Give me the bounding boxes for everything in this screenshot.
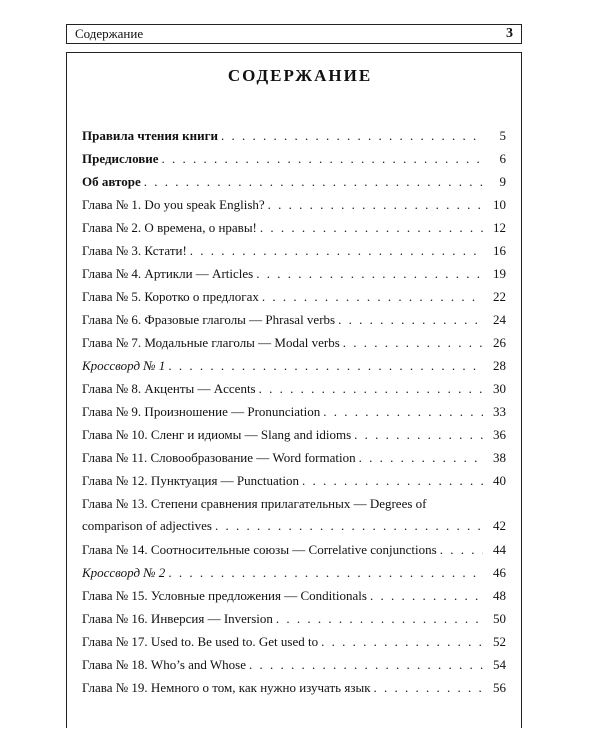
toc-entry-label: Глава № 15. Условные предложения — Conditionals	[82, 588, 367, 603]
toc-entry-label: Кроссворд № 2	[82, 565, 166, 580]
toc-entry-page: 38	[493, 450, 506, 465]
toc-entry[interactable]	[82, 450, 506, 466]
toc-entry-label: Глава № 3. Кстати!	[82, 243, 187, 258]
toc-entry[interactable]	[82, 289, 506, 305]
toc-entry[interactable]	[82, 611, 506, 627]
toc-entry-label: Глава № 18. Who’s and Whose	[82, 657, 247, 672]
toc-entry-label-continued: comparison of adjectives	[82, 518, 212, 533]
dot-leader	[144, 174, 483, 190]
toc-entry-label: Глава № 7. Модальные глаголы — Modal verbs	[82, 335, 340, 350]
running-header	[66, 24, 522, 44]
toc-entry-page: 6	[499, 151, 506, 166]
dot-leader	[221, 128, 483, 144]
header-title: Содержание	[75, 26, 144, 41]
toc-entry[interactable]	[82, 197, 506, 213]
toc-entry-label: Предисловие	[82, 151, 159, 166]
toc-entry[interactable]	[82, 657, 506, 673]
toc-entry-page: 33	[493, 404, 506, 419]
dot-leader	[321, 634, 483, 650]
toc-entry-page: 10	[493, 197, 506, 212]
toc-entry-page: 54	[493, 657, 506, 672]
toc-entry-page: 42	[493, 518, 506, 533]
toc-entry-page: 30	[493, 381, 506, 396]
toc-entry-label: Глава № 6. Фразовые глаголы — Phrasal verbs	[82, 312, 336, 327]
toc-entry-label: Глава № 9. Произношение — Pronunciation	[82, 404, 321, 419]
dot-leader	[354, 427, 483, 443]
dot-leader	[256, 266, 483, 282]
toc-entry-page: 28	[493, 358, 506, 373]
toc-entry[interactable]	[82, 243, 506, 259]
dot-leader	[440, 542, 483, 558]
dot-leader	[370, 588, 483, 604]
dot-leader	[343, 335, 483, 351]
dot-leader	[338, 312, 483, 328]
dot-leader	[276, 611, 483, 627]
dot-leader	[168, 565, 483, 581]
toc-entry[interactable]	[82, 427, 506, 443]
dot-leader	[215, 518, 483, 534]
toc-entry[interactable]	[82, 404, 506, 420]
dot-leader	[260, 220, 483, 236]
toc-entry[interactable]	[82, 473, 506, 489]
dot-leader	[190, 243, 483, 259]
toc-entry-label: Глава № 2. О времена, о нравы!	[82, 220, 257, 235]
dot-leader	[262, 289, 483, 305]
toc-entry-label: Глава № 11. Словообразование — Word formation	[82, 450, 356, 465]
toc-entry-label: Об авторе	[82, 174, 141, 189]
toc-entry-label: Глава № 8. Акценты — Accents	[82, 381, 256, 396]
dot-leader	[259, 381, 483, 397]
toc-entry-page: 19	[493, 266, 506, 281]
toc-entry-page: 56	[493, 680, 506, 695]
toc-entry-label: Глава № 10. Сленг и идиомы — Slang and idioms	[82, 427, 352, 442]
toc-entry-page: 46	[493, 565, 506, 580]
toc-entry[interactable]	[82, 565, 506, 581]
toc-entry[interactable]	[82, 680, 506, 696]
toc-entry-label: Глава № 13. Степени сравнения прилагательных — Degrees of	[82, 496, 427, 511]
toc-entry[interactable]	[82, 358, 506, 374]
toc-entry[interactable]	[82, 588, 506, 604]
dot-leader	[359, 450, 483, 466]
dot-leader	[249, 657, 483, 673]
toc-entry-page: 36	[493, 427, 506, 442]
toc-entry-label: Глава № 14. Соотносительные союзы — Correlative conjunctions	[82, 542, 437, 557]
dot-leader	[268, 197, 483, 213]
toc-entry-label: Правила чтения книги	[82, 128, 219, 143]
toc-entry-page: 44	[493, 542, 506, 557]
toc-entry-page: 24	[493, 312, 506, 327]
toc-entry[interactable]	[82, 381, 506, 397]
toc-entry-label: Глава № 4. Артикли — Articles	[82, 266, 254, 281]
toc-entry-page: 5	[499, 128, 506, 143]
toc-entry-label: Кроссворд № 1	[82, 358, 166, 373]
dot-leader	[162, 151, 483, 167]
toc-entry[interactable]	[82, 634, 506, 650]
toc-entry-label: Глава № 5. Коротко о предлогах	[82, 289, 259, 304]
toc-entry[interactable]	[82, 335, 506, 351]
toc-entry[interactable]	[82, 128, 506, 144]
toc-entry-label: Глава № 1. Do you speak English?	[82, 197, 265, 212]
toc-entry[interactable]	[82, 542, 506, 558]
page-title: СОДЕРЖАНИЕ	[227, 66, 373, 85]
toc-entry[interactable]	[82, 151, 506, 167]
toc-entry-page: 16	[493, 243, 506, 258]
toc-entry-page: 12	[493, 220, 506, 235]
header-page-number: 3	[506, 26, 513, 41]
toc-entry-page: 48	[493, 588, 506, 603]
toc-entry-label: Глава № 17. Used to. Be used to. Get used to	[82, 634, 319, 649]
toc-entry[interactable]	[82, 496, 506, 534]
toc-entry-page: 26	[493, 335, 506, 350]
toc-entry[interactable]	[82, 174, 506, 190]
toc-entry-page: 50	[493, 611, 506, 626]
dot-leader	[302, 473, 483, 489]
toc-entry-page: 22	[493, 289, 506, 304]
toc-entry-page: 9	[499, 174, 506, 189]
toc-entry-label: Глава № 12. Пунктуация — Punctuation	[82, 473, 300, 488]
toc-entry-label: Глава № 16. Инверсия — Inversion	[82, 611, 273, 626]
toc-entry[interactable]	[82, 312, 506, 328]
toc-entry-label: Глава № 19. Немного о том, как нужно изучать язык	[82, 680, 371, 695]
toc-entry[interactable]	[82, 220, 506, 236]
toc-entry-page: 52	[493, 634, 506, 649]
dot-leader	[168, 358, 483, 374]
toc-entry[interactable]	[82, 266, 506, 282]
dot-leader	[374, 680, 483, 696]
dot-leader	[323, 404, 483, 420]
toc-entry-page: 40	[493, 473, 506, 488]
